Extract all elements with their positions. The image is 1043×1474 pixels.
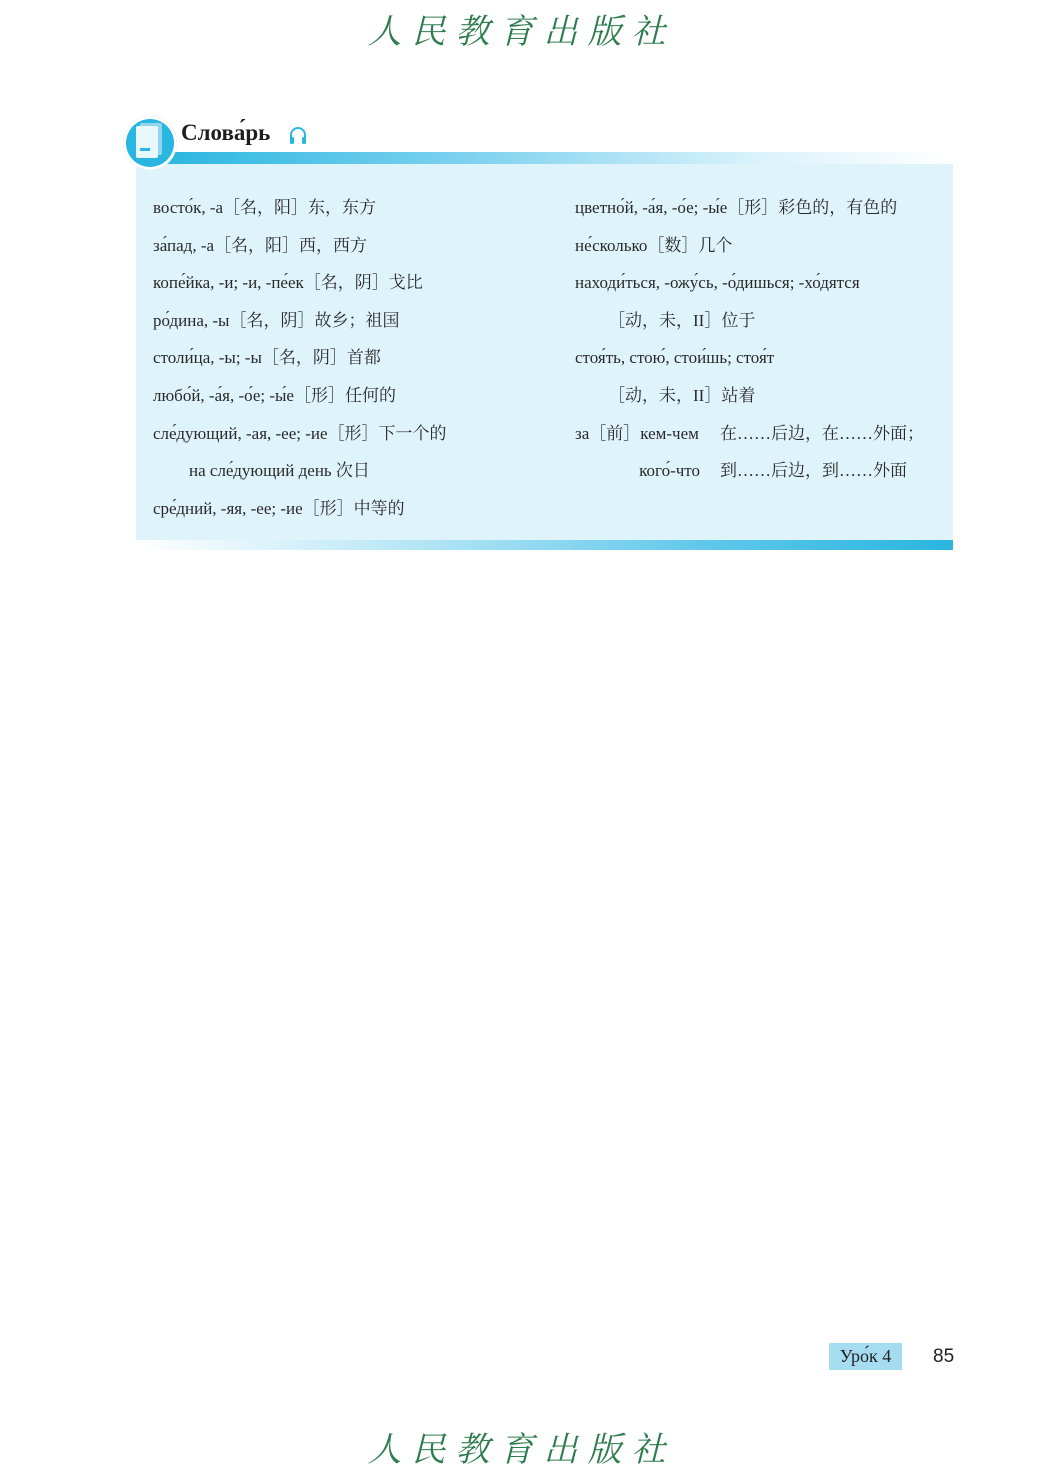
vocab-entry: находи́ться, -ожу́сь, -о́дишься; -хо́дятся <box>575 273 860 293</box>
vocab-entry-za <box>575 415 945 453</box>
za-meaning-2: 到……后边，到……外面 <box>720 461 907 481</box>
vocab-entry: цветно́й, -а́я, -о́е; -ы́е［形］彩色的，有色的 <box>575 198 898 217</box>
vocabulary-right-column <box>575 189 945 490</box>
vocab-entry: сре́дний, -яя, -ее; -ие［形］中等的 <box>153 498 405 518</box>
title-bar <box>153 152 953 164</box>
za-meaning-1: 在……后边，在……外面； <box>720 423 924 443</box>
bottom-bar <box>136 540 953 550</box>
vocab-entry: столи́ца, -ы; -ы［名，阴］首都 <box>153 348 381 368</box>
vocab-entry: любо́й, -а́я, -о́е; -ы́е［形］任何的 <box>153 385 396 405</box>
vocab-phrase: на сле́дующий день 次日 <box>189 461 370 481</box>
vocab-entry-continued: ［动，未，II］位于 <box>608 310 756 330</box>
vocab-entry: стоя́ть, стою́, стои́шь; стоя́т <box>575 348 775 368</box>
za-sub: кого́-что <box>639 461 700 481</box>
vocabulary-box <box>123 114 953 554</box>
vocab-entry: копе́йка, -и; -и, -пе́ек［名，阴］戈比 <box>153 273 423 293</box>
publisher-logo-top: 人民教育出版社 <box>367 12 676 52</box>
headphone-icon[interactable] <box>289 126 307 146</box>
vocab-entry-za-sub <box>575 452 945 490</box>
vocab-entry: сле́дующий, -ая, -ее; -ие［形］下一个的 <box>153 423 447 443</box>
vocab-entry: за́пад, -а［名，阳］西，西方 <box>153 235 368 255</box>
vocab-entry: ро́дина, -ы［名，阴］故乡；祖国 <box>153 310 400 330</box>
vocabulary-left-column <box>153 189 563 527</box>
vocabulary-title: Слова́рь <box>181 120 271 145</box>
vocab-entry: восто́к, -а［名，阳］东，东方 <box>153 198 377 217</box>
vocab-entry-continued: ［动，未，II］站着 <box>608 385 756 405</box>
book-icon <box>123 116 177 170</box>
za-head: за［前］кем-чем <box>575 423 699 443</box>
page-number: 85 <box>933 1346 955 1367</box>
publisher-logo-bottom: 人民教育出版社 <box>367 1430 676 1470</box>
lesson-badge: Уро́к 4 <box>829 1343 902 1370</box>
vocab-entry: не́сколько［数］几个 <box>575 235 733 255</box>
